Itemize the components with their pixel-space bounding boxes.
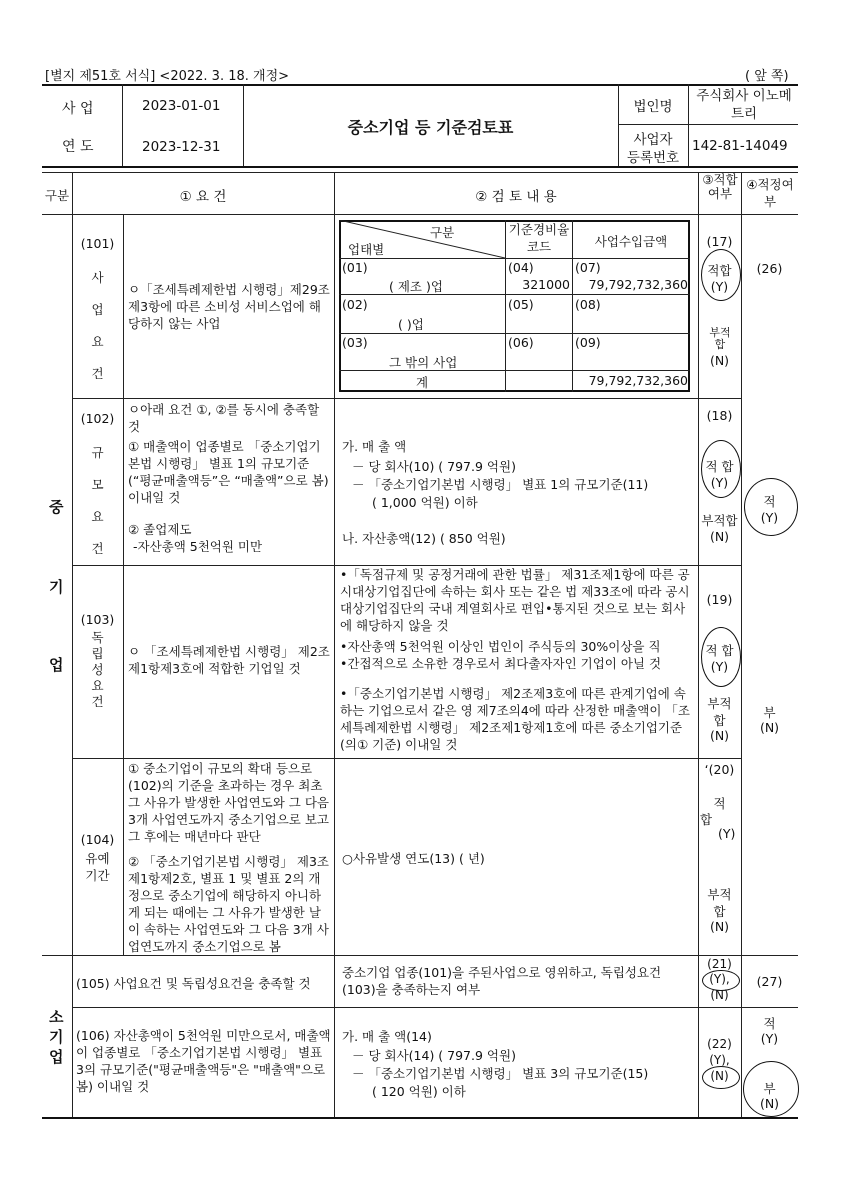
r103-proper-no-label: 부 bbox=[763, 705, 776, 720]
r103-requirement: ㅇ 「조세특례제한법 시행령」 제2조제1항제3호에 적합한 기업일 것 bbox=[128, 644, 330, 676]
r102-req-3: ② 졸업제도 bbox=[128, 522, 192, 537]
col-proper: ④적정여부 bbox=[746, 177, 794, 209]
form-label: [별지 제51호 서식] <2022. 3. 18. 개정> bbox=[45, 69, 290, 84]
corp-name-label: 법인명 bbox=[633, 99, 673, 115]
biz-no: 142-81-14049 bbox=[692, 138, 788, 154]
sub-row-3-amt-no: (09) bbox=[575, 335, 601, 350]
r102-rev-3: － 「중소기업기본법 시행령」 별표 1의 규모기준(11) bbox=[352, 477, 649, 492]
r101-code: (101) bbox=[80, 236, 115, 251]
r106-rev-2: － 당 회사(14) ( 797.9 억원) bbox=[352, 1048, 516, 1063]
r102-rev-1: 가. 매 출 액 bbox=[342, 439, 407, 454]
sub-h-gubun: 구분 bbox=[430, 225, 455, 240]
r105-fit-y: (Y), bbox=[709, 972, 730, 986]
r105-review: 중소기업 업종(101)을 주된사업으로 영위하고, 독립성요건(103)을 충족하는지 여부 bbox=[342, 965, 662, 997]
r102-label-3: 건 bbox=[91, 541, 104, 556]
r103-fit-yes: 적 합 bbox=[705, 643, 734, 658]
r102-code: (102) bbox=[80, 411, 115, 426]
col-fit: ③적합여부 bbox=[702, 173, 738, 201]
r105-fit-no: (21) bbox=[707, 957, 732, 971]
r103-label-2: 성 bbox=[91, 662, 104, 677]
fiscal-year-label-2: 연 도 bbox=[62, 139, 94, 155]
sub-total-label: 계 bbox=[415, 375, 429, 390]
r102-fit-n: (N) bbox=[709, 529, 730, 544]
r103-fit-no: (19) bbox=[706, 592, 733, 607]
r102-req-4: -자산총액 5천억원 미만 bbox=[133, 539, 263, 554]
r106-proper-no-label: 부 bbox=[763, 1081, 776, 1096]
r102-label-2: 요 bbox=[91, 509, 104, 524]
r104-label-1: 유예 bbox=[85, 851, 110, 866]
sub-row-3-code-no: (06) bbox=[508, 335, 534, 350]
sub-row-2-no: (02) bbox=[342, 297, 368, 312]
side-gi: 기 bbox=[49, 578, 64, 596]
r106-fit-n: (N) bbox=[710, 1069, 729, 1083]
r101-fit-yes: 적합 bbox=[707, 263, 732, 278]
sub-row-3-no: (03) bbox=[342, 335, 368, 350]
sub-row-1-amt: 79,792,732,360 bbox=[588, 277, 688, 292]
corp-name: 주식회사 이노메트리 bbox=[696, 88, 792, 122]
r102-rev-5: 나. 자산총액(12) ( 850 억원) bbox=[342, 531, 506, 546]
r103-label-0: 독 bbox=[91, 630, 104, 645]
r104-fit-yes-2: 합 bbox=[700, 812, 713, 827]
sub-row-1-no: (01) bbox=[342, 260, 368, 275]
r106-fit-y: (Y), bbox=[709, 1053, 730, 1067]
biz-no-label-1: 사업자 bbox=[633, 132, 673, 148]
r101-label-1: 업 bbox=[91, 302, 104, 317]
fiscal-start-date: 2023-01-01 bbox=[142, 98, 221, 114]
r103-label-4: 건 bbox=[91, 694, 104, 709]
fiscal-year-label-1: 사 업 bbox=[62, 101, 94, 117]
r106-proper-y: (Y) bbox=[760, 1031, 779, 1046]
r103-rev-2: •자산총액 5천억원 이상인 법인이 주식등의 30%이상을 직 bbox=[340, 639, 661, 654]
sub-row-1-amt-no: (07) bbox=[575, 260, 601, 275]
col-gubun: 구분 bbox=[44, 188, 70, 203]
sub-row-2-amt-no: (08) bbox=[575, 297, 601, 312]
r104-req-2: ② 「중소기업기본법 시행령」 제3조제1항제2호, 별표 1 및 별표 2의 개정으로 중소기업에 해당하지 아니하게 되는 때에는 그 사유가 발생한 날이 속하는 사업연도와 그 다음 3개 사업연도까지 중소기업으로 봄 bbox=[128, 854, 329, 954]
sub-row-3-name: 그 밖의 사업 bbox=[389, 355, 458, 370]
r106-proper-yes: 적 bbox=[763, 1016, 776, 1031]
r104-fit-y: (Y) bbox=[718, 826, 736, 841]
r104-fit-no-label-1: 부적 bbox=[707, 887, 732, 902]
r103-code: (103) bbox=[80, 612, 115, 627]
r103-rev-1: •「독점규제 및 공정거래에 관한 법률」 제31조제1항에 따른 공시대상기업집단에 속하는 회사 또는 같은 법 제33조에 따라 공시대상기업집단의 국내 계열회사로 편입•통지된 것으로 보는 회사에 해당하지 않을 것 bbox=[340, 567, 690, 633]
r101-fit-no-label: 부적합 bbox=[709, 327, 731, 351]
r106-proper-n: (N) bbox=[759, 1096, 780, 1111]
sub-row-2-name: ( )업 bbox=[398, 317, 424, 332]
r104-fit-yes-1: 적 bbox=[713, 796, 726, 811]
r102-rev-2: － 당 회사(10) ( 797.9 억원) bbox=[352, 459, 516, 474]
r101-fit-n: (N) bbox=[709, 353, 730, 368]
side-so: 소 bbox=[49, 1008, 64, 1026]
r106-rev-1: 가. 매 출 액(14) bbox=[342, 1029, 432, 1044]
r103-proper-n: (N) bbox=[759, 720, 780, 735]
r103-fit-no-label-2: 합 bbox=[713, 713, 726, 728]
r104-req-1: ① 중소기업이 규모의 확대 등으로 (102)의 기준을 초과하는 경우 최초 그 사유가 발생한 사업연도와 그 다음 3개 사업연도까지 중소기업으로 보고 그 후에는 매년마다 판단 bbox=[128, 761, 329, 844]
sub-h-amount: 사업수입금액 bbox=[594, 234, 668, 249]
page-side: ( 앞 쪽) bbox=[745, 69, 789, 84]
r103-rev-3: •간접적으로 소유한 경우로서 최다출자자인 기업이 아닐 것 bbox=[340, 656, 662, 671]
r106-fit-no: (22) bbox=[707, 1037, 732, 1051]
r101-proper-no: (26) bbox=[756, 261, 783, 276]
col-requirement: ① 요 건 bbox=[179, 189, 227, 205]
r104-label-2: 기간 bbox=[85, 868, 110, 883]
r104-code: (104) bbox=[80, 832, 115, 847]
side-eop: 업 bbox=[49, 656, 64, 674]
r102-proper-yes: 적 bbox=[763, 494, 776, 509]
r104-fit-no: ‘(20) bbox=[704, 762, 735, 777]
r102-req-2: ① 매출액이 업종별로 「중소기업기본법 시행령」 별표 1의 규모기준(“평균매출액등”은 “매출액”으로 봄) 이내일 것 bbox=[128, 439, 329, 505]
r106-requirement: (106) 자산총액이 5천억원 미만으로서, 매출액이 업종별로 「중소기업기본법 시행령」 별표 3의 규모기준("평균매출액등"은 "매출액"으로 봄) 이내일 것 bbox=[76, 1028, 331, 1094]
r106-rev-4: ( 120 억원) 이하 bbox=[372, 1084, 466, 1099]
r101-label-3: 건 bbox=[91, 366, 104, 381]
r105-proper-no: (27) bbox=[756, 974, 783, 989]
col-review: ② 검 토 내 용 bbox=[475, 189, 557, 205]
r101-label-2: 요 bbox=[91, 334, 104, 349]
r103-label-1: 립 bbox=[91, 646, 104, 661]
r102-label-1: 모 bbox=[91, 477, 104, 492]
sub-row-2-code-no: (05) bbox=[508, 297, 534, 312]
r102-fit-no-label: 부적합 bbox=[701, 513, 738, 528]
r102-fit-y: (Y) bbox=[710, 475, 729, 490]
fiscal-end-date: 2023-12-31 bbox=[142, 139, 221, 155]
r104-fit-no-label-2: 합 bbox=[713, 904, 726, 919]
sub-h-code: 기준경비율코드 bbox=[508, 222, 570, 254]
r102-fit-yes: 적 합 bbox=[705, 459, 734, 474]
r102-proper-y: (Y) bbox=[760, 510, 779, 525]
r101-fit-no: (17) bbox=[706, 234, 733, 249]
r105-requirement: (105) 사업요건 및 독립성요건을 충족할 것 bbox=[76, 976, 311, 991]
r104-fit-n: (N) bbox=[709, 919, 730, 934]
r103-rev-4: •「중소기업기본법 시행령」 제2조제3호에 따른 관계기업에 속하는 기업으로서 같은 영 제7조의4에 따라 산정한 매출액이 「조세특례제한법 시행령」 제2조제1항제1호에 따른 중소기업기준(의① 기준) 이내일 것 bbox=[340, 686, 690, 752]
r102-rev-4: ( 1,000 억원) 이하 bbox=[372, 495, 478, 510]
r106-rev-3: － 「중소기업기본법 시행령」 별표 3의 규모기준(15) bbox=[352, 1066, 649, 1081]
sub-row-1-code-no: (04) bbox=[508, 260, 534, 275]
r103-fit-no-label-1: 부적 bbox=[707, 696, 732, 711]
r103-fit-y: (Y) bbox=[710, 659, 729, 674]
sub-h-type: 업태별 bbox=[348, 242, 385, 257]
sub-total-amt: 79,792,732,360 bbox=[588, 373, 688, 388]
r101-requirement: ㅇ「조세특례제한법 시행령」제29조제3항에 따른 소비성 서비스업에 해당하지 않는 사업 bbox=[128, 282, 330, 331]
r103-label-3: 요 bbox=[91, 678, 104, 693]
r102-req-1: ㅇ아래 요건 ①, ②를 동시에 충족할 것 bbox=[128, 402, 320, 434]
sub-row-1-code: 321000 bbox=[522, 277, 570, 292]
r102-fit-no: (18) bbox=[706, 408, 733, 423]
r105-fit-n: (N) bbox=[710, 988, 729, 1002]
r101-label-0: 사 bbox=[91, 270, 104, 285]
biz-no-label-2: 등록번호 bbox=[626, 150, 680, 166]
side-eop-2: 업 bbox=[49, 1048, 64, 1066]
side-gi-2: 기 bbox=[49, 1028, 64, 1046]
r102-label-0: 규 bbox=[91, 445, 104, 460]
r103-fit-n: (N) bbox=[709, 728, 730, 743]
side-jung: 중 bbox=[49, 498, 64, 516]
r101-fit-y: (Y) bbox=[710, 279, 729, 294]
sub-row-1-name: ( 제조 )업 bbox=[389, 279, 443, 294]
r104-review: ○사유발생 연도(13) ( 년) bbox=[342, 851, 485, 866]
page-title: 중소기업 등 기준검토표 bbox=[347, 118, 514, 137]
